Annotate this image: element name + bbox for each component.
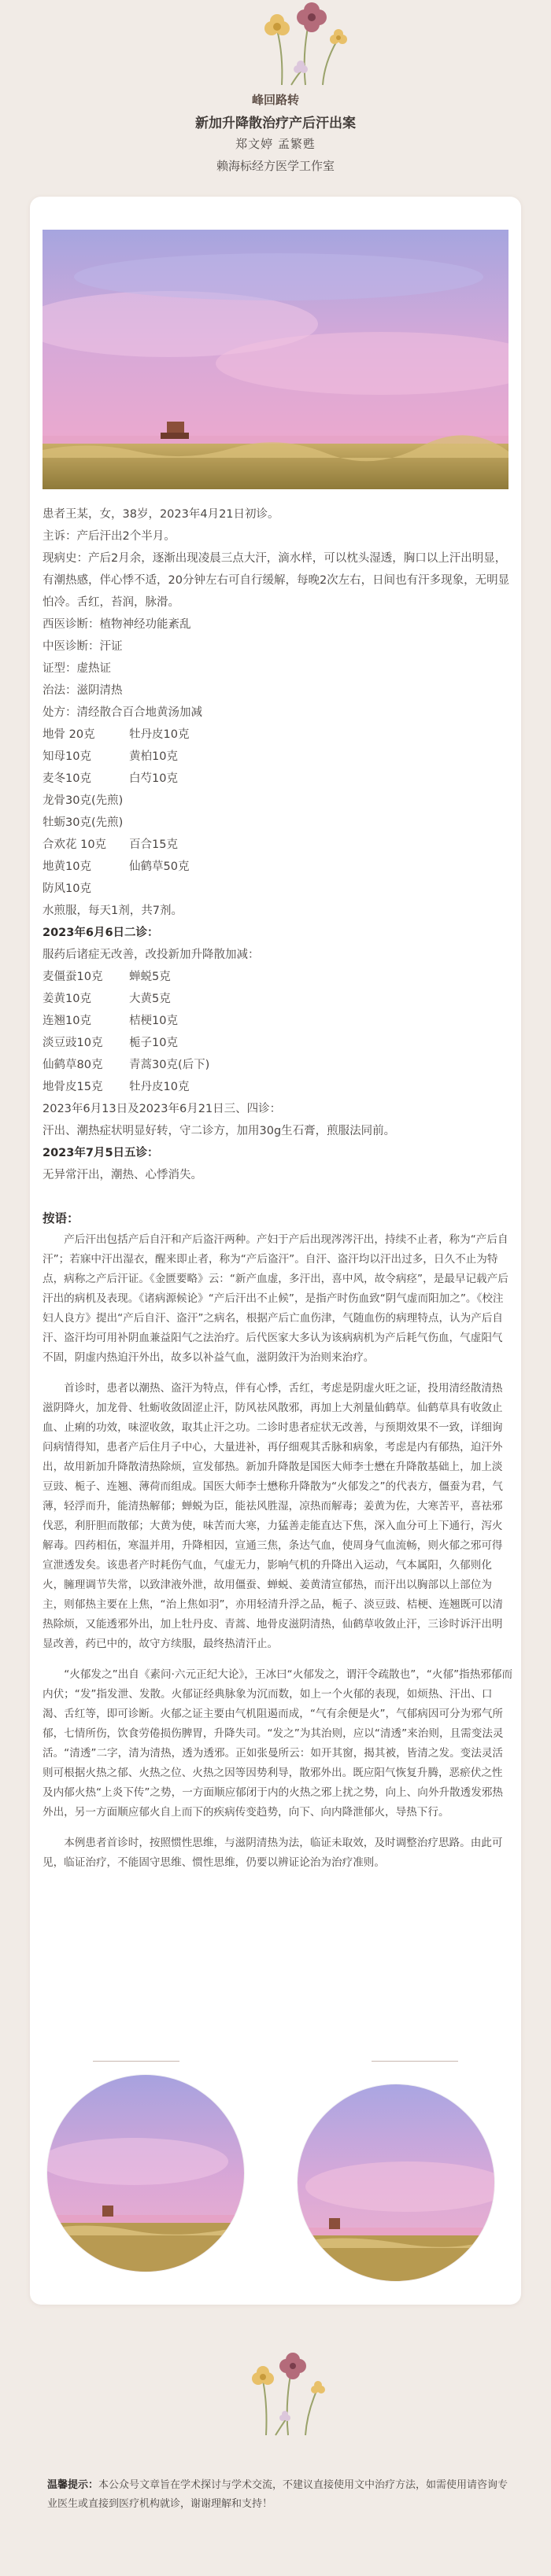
herb-single: 防风10克 — [43, 883, 91, 895]
case-tcm-dx: 中医诊断：汗证 — [43, 640, 123, 653]
herb-row: 淡豆豉10克 栀子10克 — [43, 1037, 178, 1049]
herb-row: 合欢花 10克 百合15克 — [43, 838, 178, 851]
studio-name: 赖海标经方医学工作室 — [216, 159, 335, 173]
visit5-text: 无异常汗出，潮热、心悸消失。 — [43, 1169, 202, 1181]
herb-row: 麦冬10克 白芍10克 — [43, 772, 178, 785]
footer-note — [47, 2476, 512, 2514]
visit34-text: 汗出、潮热症状明显好转，守二诊方，加用30g生石膏，煎服法同前。 — [43, 1125, 396, 1137]
herb-single: 龙骨30克(先煎) — [43, 794, 124, 807]
notes-title: 按语： — [43, 1211, 80, 1225]
flower-decoration-icon — [236, 0, 378, 87]
notes-paragraph-2: 首诊时，患者以潮热、盗汗为特点，伴有心悸，舌红，考虑是阴虚火旺之证，投用清经散清热滋阴降火，加龙骨、牡蛎收敛固涩止汗，防风祛风散邪，再加上大剂量仙鹤草。仙鹤草具有收敛止血、止痢的功效，味涩收敛，取其止汗之功。二诊时患者症状无改善，与预期效果不一致，详细询问病情得知，患者产后住月子中心，大量进补，再仔细观其舌脉和病象，考虑是内有郁热，迫汗外出，故用新加升降散清热除烦，宣发郁热。新加升降散是国医大师李士懋在升降散基础上，加上淡豆豉、栀子、连翘、薄荷而组成。国医大师李士懋称升降散为“火郁发之”的代表方，僵蚕为君，气薄，轻浮而升，能清热解郁；蝉蜕为臣，能祛风胜湿，凉热而解毒；姜黄为佐，大寒苦平，喜祛邪伐恶，利肝胆而散郁；大黄为使，味苦而大寒，力猛善走能直达下焦，深入血分可上下通行，泻火解毒。四药相伍，寒温并用，升降相因，宣通三焦，条达气血，使周身气血流畅，则火郁之邪可得宣泄透发矣。该患者产时耗伤气血，气虚无力，影响气机的升降出入运动，气本属阳，久郁则化火，臃理调节失常，以致津液外泄，故用僵蚕、蝉蜕、姜黄清宣郁热，而汗出以胸部以上部位为主，则郁热主要在上焦，“治上焦如羽”，亦用轻清升浮之品，栀子、淡豆豉、桔梗、连翘既可以清热除烦，又能透邪外出，加上牡丹皮、青蒿、地骨皮滋阴清热，仙鹤草收敛止汗，三诊时诉汗出明显改善，药已中的，故守方续服，最终热清汗止。 — [43, 1382, 504, 1650]
notes-section — [43, 1207, 513, 1873]
landscape-photo — [43, 230, 508, 489]
case-complaint: 主诉：产后汗出2个半月。 — [43, 530, 176, 543]
notes-paragraph-3: “火郁发之”出自《素问·六元正纪大论》，王冰曰“火郁发之，谓汗令疏散也”，“火郁”指热邪郁而内伏；“发”指发泄、发散。火郁证经典脉象为沉而数，如上一个火郁的表现，如烦热、汗出、口渴、舌红等，即可诊断。火郁之证主要由气机阻遏而成，“气有余便是火”，气郁病因可分为邪气所郁，七情所伤，饮食劳倦损伤脾胃，升降失司。“发之”为其治则，应以“清透”来治则，且需变法灵活。“清透”二字，清为清热，透为透邪。正如张曼所云：如开其窗，揭其被，皆清之发。变法灵活则可根据火热之郁、火热之位、火热之因等因势利导，散邪外出。既应阳气恢复升腾，恶瘀伏之性及内郁火热“上炎下传”之势，一方面顺应郁闭于内的火热之邪上扰之势，向上、向外升散透发邪热外出，另一方面顺应郁火自上而下的疾病传变趋势，向下、向内降泄郁火，导热下行。 — [43, 1668, 513, 1819]
circular-photo-left — [47, 2075, 244, 2272]
notes-paragraph-1: 产后汗出包括产后自汗和产后盗汗两种。产妇于产后出现涔涔汗出，持续不止者，称为“产后自汗”；若寐中汗出湿衣，醒来即止者，称为“产后盗汗”。自汗、盗汗均以汗出过多，日久不止为特点，病称之产后汗证。《金匮要略》云：“新产血虚，多汗出，喜中风，故令病痉”，是最早记载产后汗出的病机及表现。《诸病源候论》“产后汗出不止候”，是指产时伤血致“阴气虚而阳加之”。《校注妇人良方》提出“产后自汗、盗汗”之病名，根据产后亡血伤津，气随血伤的病理特点，认为产后自汗、盗汗均可用补阴血兼益阳气之法治疗。后代医家大多认为该病病机为产后耗气伤血，气虚阳气不固，阴虚内热迫汗外出，故多以补益气血，滋阴敛汗为治则来治疗。 — [43, 1233, 508, 1364]
case-intro: 患者王某，女，38岁，2023年4月21日初诊。 — [43, 508, 279, 521]
series-title: 峰回路转 — [251, 93, 299, 107]
circular-photo-right — [298, 2084, 494, 2281]
case-formula: 处方：清经散合百合地黄汤加减 — [43, 706, 202, 719]
footer-text: 本公众号文章旨在学术探讨与学术交流，不建议直接使用文中治疗方法，如需使用请咨询专业医生或直接到医疗机构就诊，谢谢理解和支持！ — [47, 2479, 508, 2510]
herb-row: 麦僵蚕10克 蝉蜕5克 — [43, 971, 171, 983]
herb-single: 牡蛎30克(先煎) — [43, 816, 124, 829]
herb-row: 连翘10克 桔梗10克 — [43, 1015, 178, 1027]
herb-row: 地黄10克 仙鹤草50克 — [43, 861, 190, 873]
case-method: 治法：滋阴清热 — [43, 684, 123, 697]
article-title: 新加升降散治疗产后汗出案 — [195, 116, 356, 131]
footer-label: 温馨提示： — [47, 2479, 99, 2491]
herb-row: 地骨皮15克 牡丹皮10克 — [43, 1081, 190, 1093]
visit2-title: 2023年6月6日二诊： — [43, 927, 159, 939]
case-section — [43, 503, 513, 1186]
visit5-title: 2023年7月5日五诊： — [43, 1147, 159, 1159]
flower-decoration-icon — [228, 2335, 346, 2437]
visit2-intro: 服药后诸症无改善，改投新加升降散加减： — [43, 949, 260, 961]
herb-row: 姜黄10克 大黄5克 — [43, 993, 171, 1005]
herb-row: 知母10克 黄柏10克 — [43, 750, 178, 763]
visit34-title: 2023年6月13日及2023年6月21日三、四诊： — [43, 1103, 282, 1115]
notes-paragraph-4: 本例患者首诊时，按照惯性思维，与滋阴清热为法，临证未取效，及时调整治疗思路。由此可见，临证治疗，不能固守思维、惯性思维，仍要以辨证论治为治疗准则。 — [43, 1837, 503, 1869]
case-history: 现病史：产后2月余，逐渐出现凌晨三点大汗，滴水样，可以枕头湿透，胸口以上汗出明显，有潮热感，伴心悸不适，20分钟左右可自行缓解，每晚2次左右，日间也有汗多现象，无明显怕冷。舌红，苔润，脉滑。 — [43, 552, 510, 609]
herb-row: 仙鹤草80克 青蒿30克(后下) — [43, 1059, 210, 1071]
divider-line — [93, 2061, 179, 2062]
divider-line — [372, 2061, 458, 2062]
authors: 郑文婷 孟繁甦 — [235, 137, 316, 151]
case-west-dx: 西医诊断：植物神经功能紊乱 — [43, 618, 191, 631]
dosage-note: 水煎服，每天1剂，共7剂。 — [43, 905, 183, 917]
case-syndrome: 证型：虚热证 — [43, 662, 111, 675]
herb-row: 地骨 20克 牡丹皮10克 — [43, 728, 190, 741]
